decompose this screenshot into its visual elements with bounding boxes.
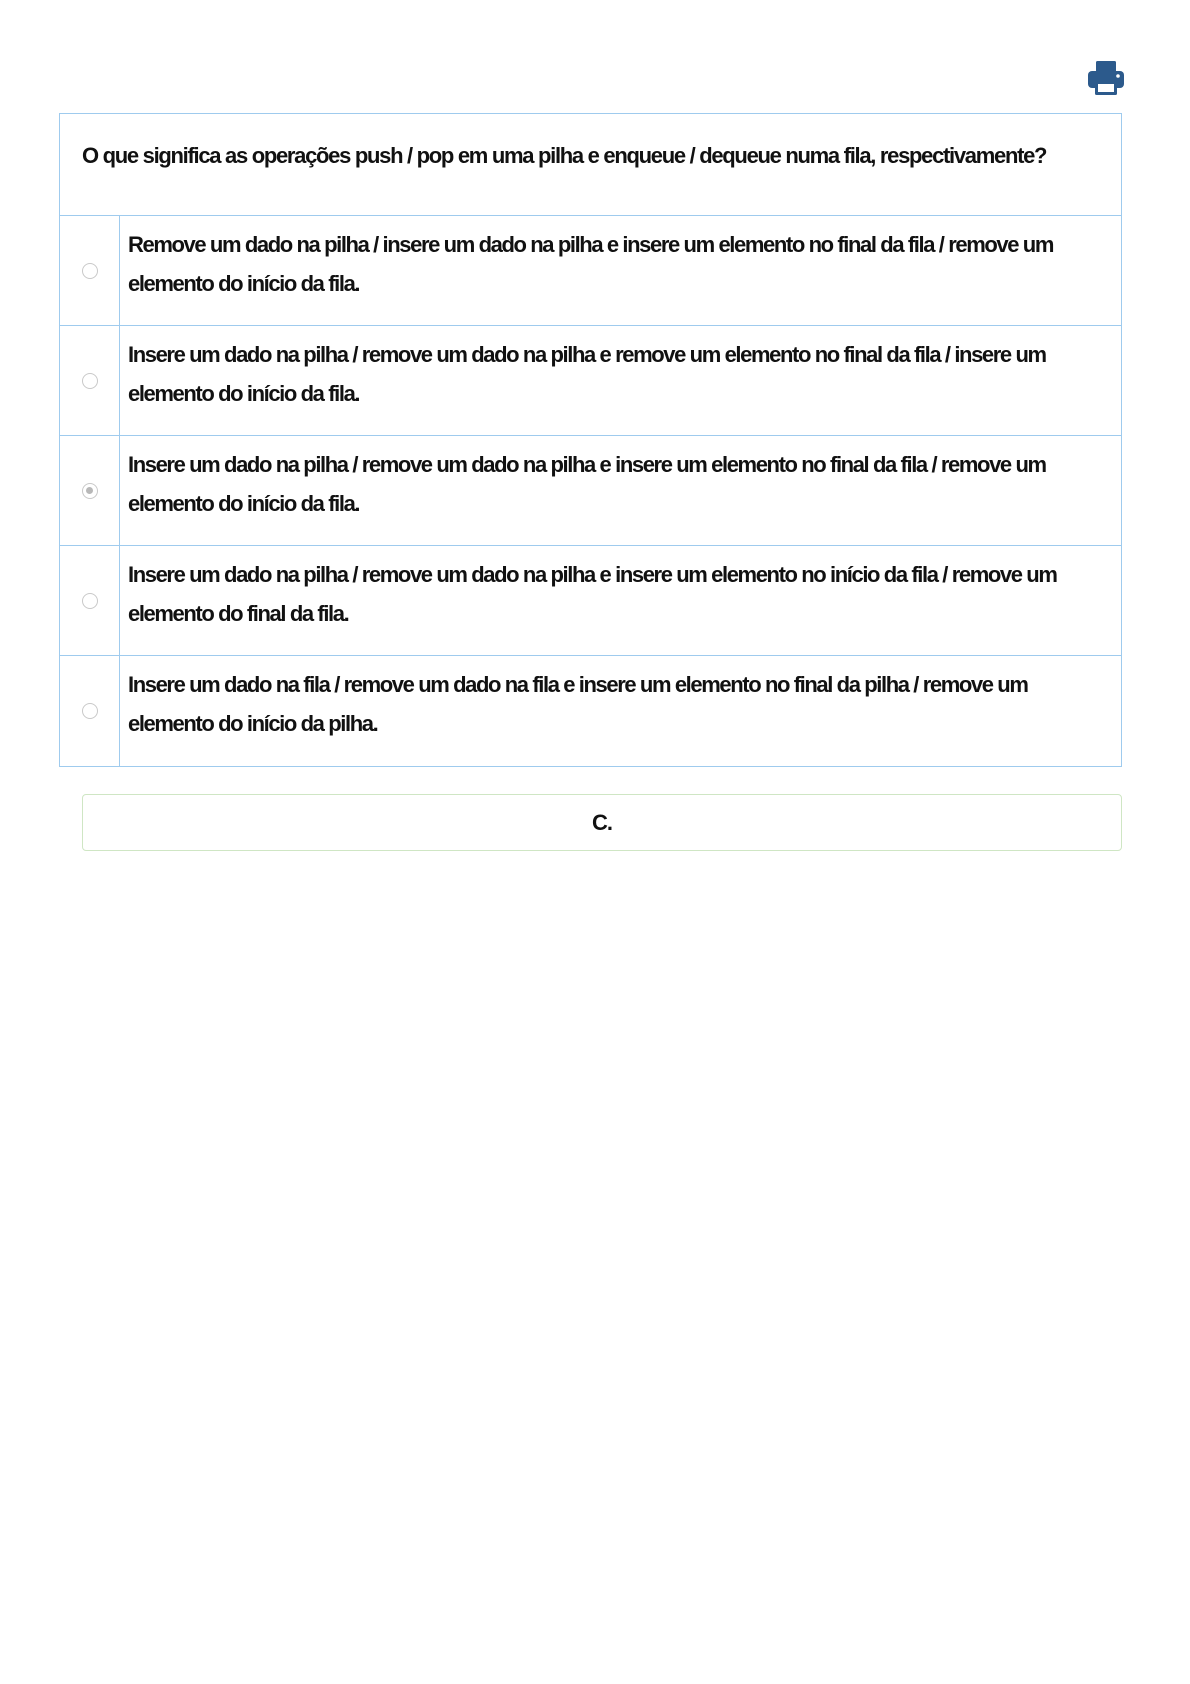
option-e-text: Insere um dado na fila / remove um dado na fila e insere um elemento no final da pilha / remove um elemento do início da pilha. [128, 672, 1028, 736]
answer-label: C. [592, 809, 612, 835]
option-c[interactable] [60, 436, 1121, 546]
radio-cell [60, 326, 120, 435]
radio-cell [60, 216, 120, 325]
option-e[interactable] [60, 656, 1121, 766]
option-d[interactable] [60, 546, 1121, 656]
option-a-text: Remove um dado na pilha / insere um dado na pilha e insere um elemento no final da fila / remove um elemento do início da fila. [128, 232, 1053, 296]
answer-box [82, 794, 1122, 851]
radio-c[interactable] [82, 483, 98, 499]
option-b-text: Insere um dado na pilha / remove um dado na pilha e remove um elemento no final da fila / insere um elemento do início da fila. [128, 342, 1046, 406]
radio-d[interactable] [82, 593, 98, 609]
option-b[interactable] [60, 326, 1121, 436]
print-button[interactable] [1087, 60, 1125, 96]
option-a[interactable] [60, 216, 1121, 326]
option-d-text: Insere um dado na pilha / remove um dado na pilha e insere um elemento no início da fila / remove um elemento do final da fila. [128, 562, 1057, 626]
option-c-text: Insere um dado na pilha / remove um dado na pilha e insere um elemento no final da fila / remove um elemento do início da fila. [128, 452, 1046, 516]
printer-icon [1087, 60, 1125, 96]
radio-cell [60, 656, 120, 766]
radio-e[interactable] [82, 703, 98, 719]
question-text: O que significa as operações push / pop em uma pilha e enqueue / dequeue numa fila, respectivamente? [60, 114, 1121, 216]
radio-cell [60, 436, 120, 545]
radio-cell [60, 546, 120, 655]
radio-b[interactable] [82, 373, 98, 389]
question-card [59, 113, 1122, 767]
radio-a[interactable] [82, 263, 98, 279]
